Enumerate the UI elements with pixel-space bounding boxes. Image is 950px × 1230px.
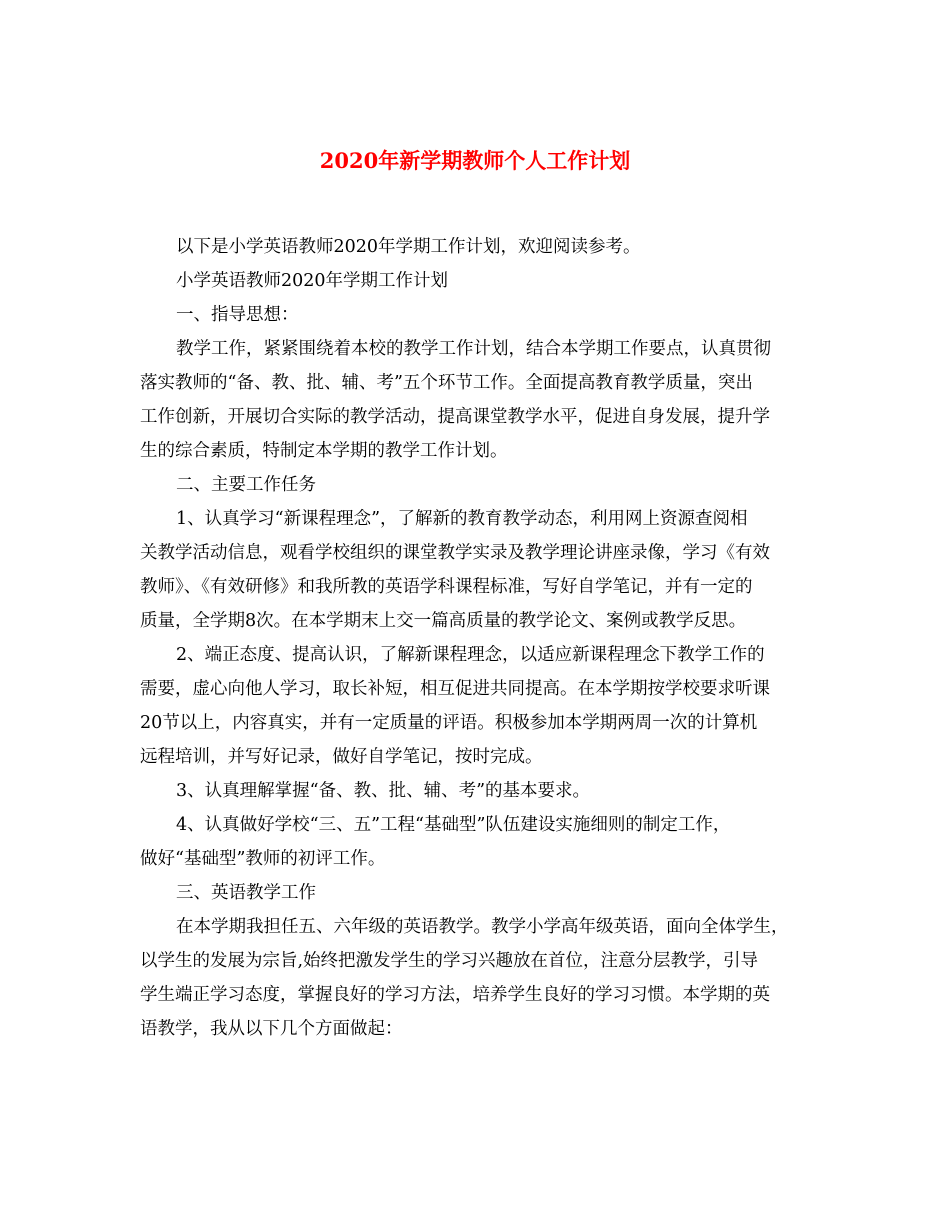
text-line: 关教学活动信息，观看学校组织的课堂教学实录及教学理论讲座录像，学习《有效 — [140, 543, 770, 563]
paragraph — [140, 638, 840, 774]
text-line: 二、主要工作任务 — [176, 475, 316, 495]
text-line: 以下是小学英语教师2020年学期工作计划，欢迎阅读参考。 — [176, 237, 641, 257]
text-line: 教学工作，紧紧围绕着本校的教学工作计划，结合本学期工作要点，认真贯彻 — [176, 339, 771, 359]
text-line: 1、认真学习“新课程理念”，了解新的教育教学动态，利用网上资源查阅相 — [176, 509, 748, 529]
text-line: 远程培训，并写好记录，做好自学笔记，按时完成。 — [140, 747, 543, 767]
paragraph — [140, 230, 840, 264]
text-line: 做好“基础型”教师的初评工作。 — [140, 849, 386, 869]
text-line: 需要，虚心向他人学习，取长补短，相互促进共同提高。在本学期按学校要求听课 — [140, 679, 770, 699]
paragraph — [140, 774, 840, 808]
paragraph — [140, 468, 840, 502]
paragraph — [140, 298, 840, 332]
text-line: 三、英语教学工作 — [176, 883, 316, 903]
text-line: 学生端正学习态度，掌握良好的学习方法，培养学生良好的学习习惯。本学期的英 — [140, 985, 770, 1005]
text-line: 3、认真理解掌握“备、教、批、辅、考”的基本要求。 — [176, 781, 591, 801]
paragraph — [140, 808, 840, 876]
text-line: 20节以上，内容真实，并有一定质量的评语。积极参加本学期两周一次的计算机 — [140, 713, 758, 733]
text-line: 4、认真做好学校“三、五”工程“基础型”队伍建设实施细则的制定工作， — [176, 815, 731, 835]
text-line: 语教学，我从以下几个方面做起： — [140, 1019, 403, 1039]
text-line: 教师》、《有效研修》和我所教的英语学科课程标准，写好自学笔记，并有一定的 — [140, 577, 753, 597]
paragraph — [140, 332, 840, 468]
text-line: 一、指导思想： — [176, 305, 299, 325]
paragraph — [140, 876, 840, 910]
paragraph — [140, 264, 840, 298]
text-line: 在本学期我担任五、六年级的英语教学。教学小学高年级英语，面向全体学生， — [176, 917, 789, 937]
paragraph — [140, 502, 840, 638]
document-title: 2020年新学期教师个人工作计划 — [319, 148, 631, 173]
text-line: 小学英语教师2020年学期工作计划 — [176, 271, 449, 291]
text-line: 工作创新，开展切合实际的教学活动，提高课堂教学水平，促进自身发展，提升学 — [140, 407, 770, 427]
text-line: 质量，全学期8次。在本学期末上交一篇高质量的教学论文、案例或教学反思。 — [140, 611, 747, 631]
document-body — [140, 230, 840, 1046]
text-line: 以学生的发展为宗旨,始终把激发学生的学习兴趣放在首位，注意分层教学，引导 — [140, 951, 759, 971]
text-line: 落实教师的“备、教、批、辅、考”五个环节工作。全面提高教育教学质量，突出 — [140, 373, 753, 393]
paragraph — [140, 910, 840, 1046]
text-line: 2、端正态度、提高认识，了解新课程理念，以适应新课程理念下教学工作的 — [176, 645, 765, 665]
text-line: 生的综合素质，特制定本学期的教学工作计划。 — [140, 441, 508, 461]
